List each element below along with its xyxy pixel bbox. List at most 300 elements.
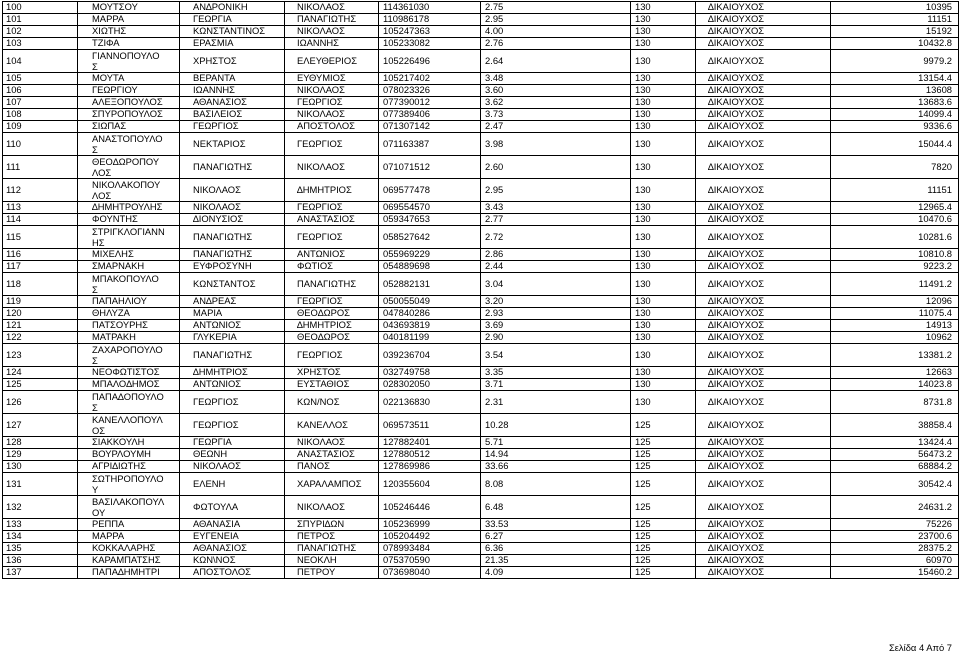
- cell-surname: ΣΠΥΡΟΠΟΥΛΟΣ: [78, 109, 180, 121]
- cell-code: 130: [631, 26, 696, 38]
- cell-code: 125: [631, 555, 696, 567]
- cell-tax-id: 050055049: [379, 296, 481, 308]
- cell-father-name: ΦΩΤΙΟΣ: [285, 261, 379, 273]
- cell-first-name: ΝΙΚΟΛΑΟΣ: [180, 202, 285, 214]
- cell-status: ∆ΙΚΑΙΟΥΧΟΣ: [696, 308, 831, 320]
- table-row: [3, 73, 959, 85]
- table-row: [3, 531, 959, 543]
- table-row: [3, 473, 959, 496]
- surname-line: Σ: [92, 144, 98, 155]
- surname-line: Υ: [92, 484, 99, 495]
- cell-area-value: 8.08: [481, 473, 631, 496]
- cell-row-number: 125: [3, 379, 78, 391]
- cell-father-name: ΝΙΚΟΛΑΟΣ: [285, 156, 379, 179]
- cell-amount: 24631.2: [831, 496, 959, 519]
- cell-row-number: 117: [3, 261, 78, 273]
- table-row: [3, 109, 959, 121]
- cell-surname: ΚΑΡΑΜΠΑΤΣΗΣ: [78, 555, 180, 567]
- cell-status: ∆ΙΚΑΙΟΥΧΟΣ: [696, 379, 831, 391]
- cell-amount: 10432.8: [831, 38, 959, 50]
- cell-code: 130: [631, 2, 696, 14]
- cell-first-name: ΕΛΕΝΗ: [180, 473, 285, 496]
- cell-father-name: ΓΕΩΡΓΙΟΣ: [285, 97, 379, 109]
- cell-row-number: 133: [3, 519, 78, 531]
- cell-surname: [78, 50, 180, 73]
- cell-area-value: 3.43: [481, 202, 631, 214]
- cell-surname: [78, 496, 180, 519]
- cell-status: ∆ΙΚΑΙΟΥΧΟΣ: [696, 214, 831, 226]
- cell-first-name: ΑΘΑΝΑΣΙΟΣ: [180, 543, 285, 555]
- page-number: Σελίδα 4 Από 7: [888, 642, 952, 653]
- cell-area-value: 6.36: [481, 543, 631, 555]
- cell-status: ∆ΙΚΑΙΟΥΧΟΣ: [696, 332, 831, 344]
- cell-status: ∆ΙΚΑΙΟΥΧΟΣ: [696, 14, 831, 26]
- surname-line: ΝΙΚΟΛΑΚΟΠΟΥ: [92, 179, 161, 190]
- cell-area-value: 2.47: [481, 121, 631, 133]
- cell-first-name: ΜΑΡΙΑ: [180, 308, 285, 320]
- cell-status: ∆ΙΚΑΙΟΥΧΟΣ: [696, 202, 831, 214]
- cell-father-name: ΓΕΩΡΓΙΟΣ: [285, 344, 379, 367]
- cell-area-value: 2.76: [481, 38, 631, 50]
- cell-status: ∆ΙΚΑΙΟΥΧΟΣ: [696, 226, 831, 249]
- cell-area-value: 4.00: [481, 26, 631, 38]
- table-row: [3, 379, 959, 391]
- cell-first-name: ΦΩΤΟΥΛΑ: [180, 496, 285, 519]
- table-row: [3, 50, 959, 73]
- cell-amount: 15460.2: [831, 567, 959, 579]
- cell-tax-id: 071307142: [379, 121, 481, 133]
- cell-area-value: 33.66: [481, 461, 631, 473]
- cell-row-number: 128: [3, 437, 78, 449]
- cell-row-number: 127: [3, 414, 78, 437]
- cell-row-number: 118: [3, 273, 78, 296]
- cell-row-number: 131: [3, 473, 78, 496]
- table-row: [3, 320, 959, 332]
- cell-surname: ΠΑΠΑ∆ΗΜΗΤΡΙ: [78, 567, 180, 579]
- cell-tax-id: 127882401: [379, 437, 481, 449]
- table-row: [3, 332, 959, 344]
- cell-row-number: 101: [3, 14, 78, 26]
- cell-surname: ΑΓΡΙ∆ΙΩΤΗΣ: [78, 461, 180, 473]
- cell-surname: ΚΟΚΚΑΛΑΡΗΣ: [78, 543, 180, 555]
- cell-code: 130: [631, 179, 696, 202]
- cell-father-name: ΠΑΝΑΓΙΩΤΗΣ: [285, 14, 379, 26]
- cell-amount: 8731.8: [831, 391, 959, 414]
- cell-surname: [78, 473, 180, 496]
- table-row: [3, 38, 959, 50]
- cell-father-name: ΣΠΥΡΙ∆ΩΝ: [285, 519, 379, 531]
- cell-row-number: 104: [3, 50, 78, 73]
- cell-surname: [78, 344, 180, 367]
- cell-status: ∆ΙΚΑΙΟΥΧΟΣ: [696, 273, 831, 296]
- cell-status: ∆ΙΚΑΙΟΥΧΟΣ: [696, 85, 831, 97]
- cell-area-value: 2.90: [481, 332, 631, 344]
- cell-row-number: 120: [3, 308, 78, 320]
- surname-line: Σ: [92, 402, 98, 413]
- cell-code: 130: [631, 332, 696, 344]
- cell-status: ∆ΙΚΑΙΟΥΧΟΣ: [696, 2, 831, 14]
- cell-surname: ΦΟΥΝΤΗΣ: [78, 214, 180, 226]
- cell-code: 125: [631, 437, 696, 449]
- table-row: [3, 121, 959, 133]
- cell-tax-id: 105217402: [379, 73, 481, 85]
- cell-tax-id: 127869986: [379, 461, 481, 473]
- cell-area-value: 2.75: [481, 2, 631, 14]
- cell-tax-id: 069554570: [379, 202, 481, 214]
- cell-tax-id: 105247363: [379, 26, 481, 38]
- cell-tax-id: 105204492: [379, 531, 481, 543]
- cell-amount: 28375.2: [831, 543, 959, 555]
- table-row: [3, 202, 959, 214]
- cell-tax-id: 078993484: [379, 543, 481, 555]
- cell-surname: [78, 179, 180, 202]
- cell-code: 125: [631, 473, 696, 496]
- cell-tax-id: 114361030: [379, 2, 481, 14]
- cell-area-value: 10.28: [481, 414, 631, 437]
- cell-amount: 12096: [831, 296, 959, 308]
- cell-amount: 10470.6: [831, 214, 959, 226]
- cell-tax-id: 043693819: [379, 320, 481, 332]
- cell-father-name: ΠΑΝΟΣ: [285, 461, 379, 473]
- cell-surname: ΤΖΙΦΑ: [78, 38, 180, 50]
- cell-code: 130: [631, 109, 696, 121]
- cell-area-value: 2.60: [481, 156, 631, 179]
- cell-surname: ΠΑΠΑΗΛΙΟΥ: [78, 296, 180, 308]
- cell-first-name: ΑΝ∆ΡΕΑΣ: [180, 296, 285, 308]
- table-row: [3, 14, 959, 26]
- table-row: [3, 85, 959, 97]
- cell-area-value: 2.93: [481, 308, 631, 320]
- cell-area-value: 33.53: [481, 519, 631, 531]
- cell-code: 130: [631, 391, 696, 414]
- cell-first-name: ΠΑΝΑΓΙΩΤΗΣ: [180, 344, 285, 367]
- cell-tax-id: 040181199: [379, 332, 481, 344]
- surname-line: ΠΑΠΑ∆ΟΠΟΥΛΟ: [92, 391, 164, 402]
- cell-first-name: ΑΝΤΩΝΙΟΣ: [180, 379, 285, 391]
- cell-row-number: 102: [3, 26, 78, 38]
- cell-area-value: 3.54: [481, 344, 631, 367]
- cell-status: ∆ΙΚΑΙΟΥΧΟΣ: [696, 449, 831, 461]
- cell-status: ∆ΙΚΑΙΟΥΧΟΣ: [696, 97, 831, 109]
- cell-area-value: 2.31: [481, 391, 631, 414]
- cell-tax-id: 058527642: [379, 226, 481, 249]
- cell-amount: 15044.4: [831, 133, 959, 156]
- cell-code: 130: [631, 379, 696, 391]
- cell-amount: 13424.4: [831, 437, 959, 449]
- table-row: [3, 567, 959, 579]
- cell-area-value: 3.60: [481, 85, 631, 97]
- cell-father-name: ΝΕΟΚΛΗ: [285, 555, 379, 567]
- cell-first-name: ΚΩΝ\ΝΟΣ: [180, 555, 285, 567]
- cell-surname: [78, 273, 180, 296]
- cell-tax-id: 055969229: [379, 249, 481, 261]
- surname-line: ΟΣ: [92, 425, 106, 436]
- cell-amount: 11075.4: [831, 308, 959, 320]
- cell-surname: ∆ΗΜΗΤΡΟΥΛΗΣ: [78, 202, 180, 214]
- cell-surname: [78, 156, 180, 179]
- surname-line: ΣΤΡΙΓΚΛΟΓΙΑΝΝ: [92, 226, 165, 237]
- cell-area-value: 2.95: [481, 14, 631, 26]
- table-row: [3, 97, 959, 109]
- cell-surname: ΧΙΩΤΗΣ: [78, 26, 180, 38]
- cell-row-number: 109: [3, 121, 78, 133]
- cell-area-value: 3.62: [481, 97, 631, 109]
- cell-surname: ΓΕΩΡΓΙΟΥ: [78, 85, 180, 97]
- cell-amount: 14023.8: [831, 379, 959, 391]
- cell-tax-id: 047840286: [379, 308, 481, 320]
- cell-row-number: 114: [3, 214, 78, 226]
- cell-amount: 10395: [831, 2, 959, 14]
- cell-surname: ΜΑΡΡΑ: [78, 531, 180, 543]
- cell-father-name: ΕΥΣΤΑΘΙΟΣ: [285, 379, 379, 391]
- cell-status: ∆ΙΚΑΙΟΥΧΟΣ: [696, 437, 831, 449]
- cell-code: 125: [631, 519, 696, 531]
- cell-area-value: 2.44: [481, 261, 631, 273]
- table-row: [3, 496, 959, 519]
- cell-tax-id: 071071512: [379, 156, 481, 179]
- cell-father-name: ΙΩΑΝΝΗΣ: [285, 38, 379, 50]
- cell-first-name: ΓΕΩΡΓΙΟΣ: [180, 391, 285, 414]
- cell-father-name: ΝΙΚΟΛΑΟΣ: [285, 26, 379, 38]
- cell-row-number: 110: [3, 133, 78, 156]
- cell-code: 130: [631, 249, 696, 261]
- cell-father-name: ΠΑΝΑΓΙΩΤΗΣ: [285, 543, 379, 555]
- cell-row-number: 112: [3, 179, 78, 202]
- table-row: [3, 308, 959, 320]
- table-row: [3, 555, 959, 567]
- cell-amount: 13154.4: [831, 73, 959, 85]
- cell-tax-id: 078023326: [379, 85, 481, 97]
- cell-amount: 11151: [831, 14, 959, 26]
- cell-father-name: ΧΑΡΑΛΑΜΠΟΣ: [285, 473, 379, 496]
- cell-row-number: 132: [3, 496, 78, 519]
- cell-status: ∆ΙΚΑΙΟΥΧΟΣ: [696, 391, 831, 414]
- cell-surname: ΘΗΛΥΖΑ: [78, 308, 180, 320]
- cell-amount: 13683.6: [831, 97, 959, 109]
- cell-status: ∆ΙΚΑΙΟΥΧΟΣ: [696, 296, 831, 308]
- cell-code: 125: [631, 496, 696, 519]
- cell-surname: ΣΙΩΠΑΣ: [78, 121, 180, 133]
- table-row: [3, 437, 959, 449]
- cell-tax-id: 073698040: [379, 567, 481, 579]
- cell-code: 130: [631, 133, 696, 156]
- cell-first-name: ∆ΙΟΝΥΣΙΟΣ: [180, 214, 285, 226]
- table-row: [3, 296, 959, 308]
- cell-area-value: 14.94: [481, 449, 631, 461]
- cell-amount: 23700.6: [831, 531, 959, 543]
- cell-first-name: ΕΡΑΣΜΙΑ: [180, 38, 285, 50]
- cell-surname: ΜΟΥΤΣΟΥ: [78, 2, 180, 14]
- cell-amount: 10962: [831, 332, 959, 344]
- table-row: [3, 273, 959, 296]
- cell-status: ∆ΙΚΑΙΟΥΧΟΣ: [696, 38, 831, 50]
- cell-area-value: 4.09: [481, 567, 631, 579]
- cell-tax-id: 022136830: [379, 391, 481, 414]
- cell-tax-id: 110986178: [379, 14, 481, 26]
- table-row: [3, 2, 959, 14]
- cell-code: 130: [631, 344, 696, 367]
- cell-father-name: ΚΩΝ/ΝΟΣ: [285, 391, 379, 414]
- cell-amount: 9979.2: [831, 50, 959, 73]
- cell-area-value: 6.48: [481, 496, 631, 519]
- cell-row-number: 123: [3, 344, 78, 367]
- cell-first-name: ΠΑΝΑΓΙΩΤΗΣ: [180, 156, 285, 179]
- cell-surname: ΝΕΟΦΩΤΙΣΤΟΣ: [78, 367, 180, 379]
- cell-tax-id: 120355604: [379, 473, 481, 496]
- table-row: [3, 226, 959, 249]
- cell-status: ∆ΙΚΑΙΟΥΧΟΣ: [696, 133, 831, 156]
- cell-row-number: 108: [3, 109, 78, 121]
- surname-line: ΖΑΧΑΡΟΠΟΥΛΟ: [92, 344, 163, 355]
- cell-tax-id: 105233082: [379, 38, 481, 50]
- cell-row-number: 100: [3, 2, 78, 14]
- table-row: [3, 156, 959, 179]
- cell-first-name: ΚΩΝΣΤΑΝΤΟΣ: [180, 273, 285, 296]
- cell-father-name: ΠΕΤΡΟΣ: [285, 531, 379, 543]
- cell-amount: 13381.2: [831, 344, 959, 367]
- cell-code: 125: [631, 543, 696, 555]
- cell-code: 130: [631, 38, 696, 50]
- cell-area-value: 3.71: [481, 379, 631, 391]
- cell-tax-id: 105236999: [379, 519, 481, 531]
- cell-amount: 12663: [831, 367, 959, 379]
- cell-amount: 68884.2: [831, 461, 959, 473]
- cell-tax-id: 127880512: [379, 449, 481, 461]
- cell-amount: 11151: [831, 179, 959, 202]
- cell-father-name: ∆ΗΜΗΤΡΙΟΣ: [285, 179, 379, 202]
- cell-code: 130: [631, 202, 696, 214]
- cell-first-name: ΘΕΩΝΗ: [180, 449, 285, 461]
- cell-amount: 60970: [831, 555, 959, 567]
- cell-surname: [78, 391, 180, 414]
- cell-area-value: 3.20: [481, 296, 631, 308]
- surname-line: Σ: [92, 355, 98, 366]
- cell-father-name: ΠΑΝΑΓΙΩΤΗΣ: [285, 273, 379, 296]
- cell-tax-id: 039236704: [379, 344, 481, 367]
- surname-line: ΛΟΣ: [92, 190, 112, 201]
- cell-father-name: ΝΙΚΟΛΑΟΣ: [285, 437, 379, 449]
- cell-father-name: ΓΕΩΡΓΙΟΣ: [285, 202, 379, 214]
- cell-father-name: ΝΙΚΟΛΑΟΣ: [285, 496, 379, 519]
- cell-row-number: 107: [3, 97, 78, 109]
- cell-code: 130: [631, 320, 696, 332]
- cell-father-name: ΠΕΤΡΟΥ: [285, 567, 379, 579]
- cell-first-name: ΝΕΚΤΑΡΙΟΣ: [180, 133, 285, 156]
- cell-area-value: 2.95: [481, 179, 631, 202]
- cell-row-number: 121: [3, 320, 78, 332]
- cell-surname: ΑΛΕΞΟΠΟΥΛΟΣ: [78, 97, 180, 109]
- cell-code: 130: [631, 261, 696, 273]
- cell-surname: ΜΙΧΕΛΗΣ: [78, 249, 180, 261]
- cell-first-name: ΕΥΦΡΟΣΥΝΗ: [180, 261, 285, 273]
- cell-amount: 9223.2: [831, 261, 959, 273]
- cell-first-name: ΑΘΑΝΑΣΙΑ: [180, 519, 285, 531]
- surname-line: ΣΩΤΗΡΟΠΟΥΛΟ: [92, 473, 164, 484]
- cell-surname: ΠΑΤΣΟΥΡΗΣ: [78, 320, 180, 332]
- cell-status: ∆ΙΚΑΙΟΥΧΟΣ: [696, 461, 831, 473]
- surname-line: ΚΑΝΕΛΛΟΠΟΥΛ: [92, 414, 163, 425]
- cell-surname: ΣΙΑΚΚΟΥΛΗ: [78, 437, 180, 449]
- cell-amount: 10810.8: [831, 249, 959, 261]
- cell-row-number: 103: [3, 38, 78, 50]
- cell-code: 130: [631, 367, 696, 379]
- cell-father-name: ΘΕΟ∆ΩΡΟΣ: [285, 332, 379, 344]
- table-row: [3, 414, 959, 437]
- cell-status: ∆ΙΚΑΙΟΥΧΟΣ: [696, 109, 831, 121]
- cell-father-name: ΧΡΗΣΤΟΣ: [285, 367, 379, 379]
- cell-row-number: 130: [3, 461, 78, 473]
- cell-row-number: 124: [3, 367, 78, 379]
- table-row: [3, 249, 959, 261]
- cell-surname: ΣΜΑΡΝΑΚΗ: [78, 261, 180, 273]
- cell-status: ∆ΙΚΑΙΟΥΧΟΣ: [696, 26, 831, 38]
- cell-tax-id: 059347653: [379, 214, 481, 226]
- cell-first-name: ΙΩΑΝΝΗΣ: [180, 85, 285, 97]
- cell-status: ∆ΙΚΑΙΟΥΧΟΣ: [696, 543, 831, 555]
- cell-status: ∆ΙΚΑΙΟΥΧΟΣ: [696, 179, 831, 202]
- table-row: [3, 391, 959, 414]
- cell-surname: ΡΕΠΠΑ: [78, 519, 180, 531]
- cell-status: ∆ΙΚΑΙΟΥΧΟΣ: [696, 531, 831, 543]
- cell-father-name: ΓΕΩΡΓΙΟΣ: [285, 226, 379, 249]
- cell-tax-id: 077389406: [379, 109, 481, 121]
- cell-status: ∆ΙΚΑΙΟΥΧΟΣ: [696, 519, 831, 531]
- cell-area-value: 3.04: [481, 273, 631, 296]
- surname-line: Σ: [92, 61, 98, 72]
- cell-status: ∆ΙΚΑΙΟΥΧΟΣ: [696, 344, 831, 367]
- cell-father-name: ΑΠΟΣΤΟΛΟΣ: [285, 121, 379, 133]
- cell-code: 130: [631, 273, 696, 296]
- cell-first-name: ΑΘΑΝΑΣΙΟΣ: [180, 97, 285, 109]
- cell-first-name: ΒΑΣΙΛΕΙΟΣ: [180, 109, 285, 121]
- cell-row-number: 137: [3, 567, 78, 579]
- cell-code: 130: [631, 214, 696, 226]
- cell-code: 130: [631, 97, 696, 109]
- cell-status: ∆ΙΚΑΙΟΥΧΟΣ: [696, 249, 831, 261]
- cell-row-number: 134: [3, 531, 78, 543]
- cell-first-name: ΑΝ∆ΡΟΝΙΚΗ: [180, 2, 285, 14]
- table-row: [3, 179, 959, 202]
- cell-surname: ΜΑΡΡΑ: [78, 14, 180, 26]
- cell-code: 130: [631, 308, 696, 320]
- cell-tax-id: 052882131: [379, 273, 481, 296]
- surname-line: ΜΠΑΚΟΠΟΥΛΟ: [92, 273, 159, 284]
- cell-father-name: ΑΝΑΣΤΑΣΙΟΣ: [285, 214, 379, 226]
- cell-row-number: 126: [3, 391, 78, 414]
- cell-father-name: ΝΙΚΟΛΑΟΣ: [285, 2, 379, 14]
- cell-father-name: ΝΙΚΟΛΑΟΣ: [285, 109, 379, 121]
- surname-line: Σ: [92, 284, 98, 295]
- cell-row-number: 106: [3, 85, 78, 97]
- surname-line: ΘΕΟ∆ΩΡΟΠΟΥ: [92, 156, 160, 167]
- surname-line: ΛΟΣ: [92, 167, 112, 178]
- table-row: [3, 367, 959, 379]
- cell-surname: ΜΟΥΤΑ: [78, 73, 180, 85]
- records-table: [2, 1, 959, 579]
- cell-father-name: ΕΛΕΥΘΕΡΙΟΣ: [285, 50, 379, 73]
- table-row: [3, 261, 959, 273]
- cell-area-value: 6.27: [481, 531, 631, 543]
- cell-area-value: 3.69: [481, 320, 631, 332]
- table-row: [3, 214, 959, 226]
- cell-first-name: ΝΙΚΟΛΑΟΣ: [180, 179, 285, 202]
- cell-status: ∆ΙΚΑΙΟΥΧΟΣ: [696, 156, 831, 179]
- surname-line: ΗΣ: [92, 237, 105, 248]
- table-body: [3, 2, 959, 579]
- cell-tax-id: 069573511: [379, 414, 481, 437]
- cell-amount: 12965.4: [831, 202, 959, 214]
- cell-father-name: ΑΝΑΣΤΑΣΙΟΣ: [285, 449, 379, 461]
